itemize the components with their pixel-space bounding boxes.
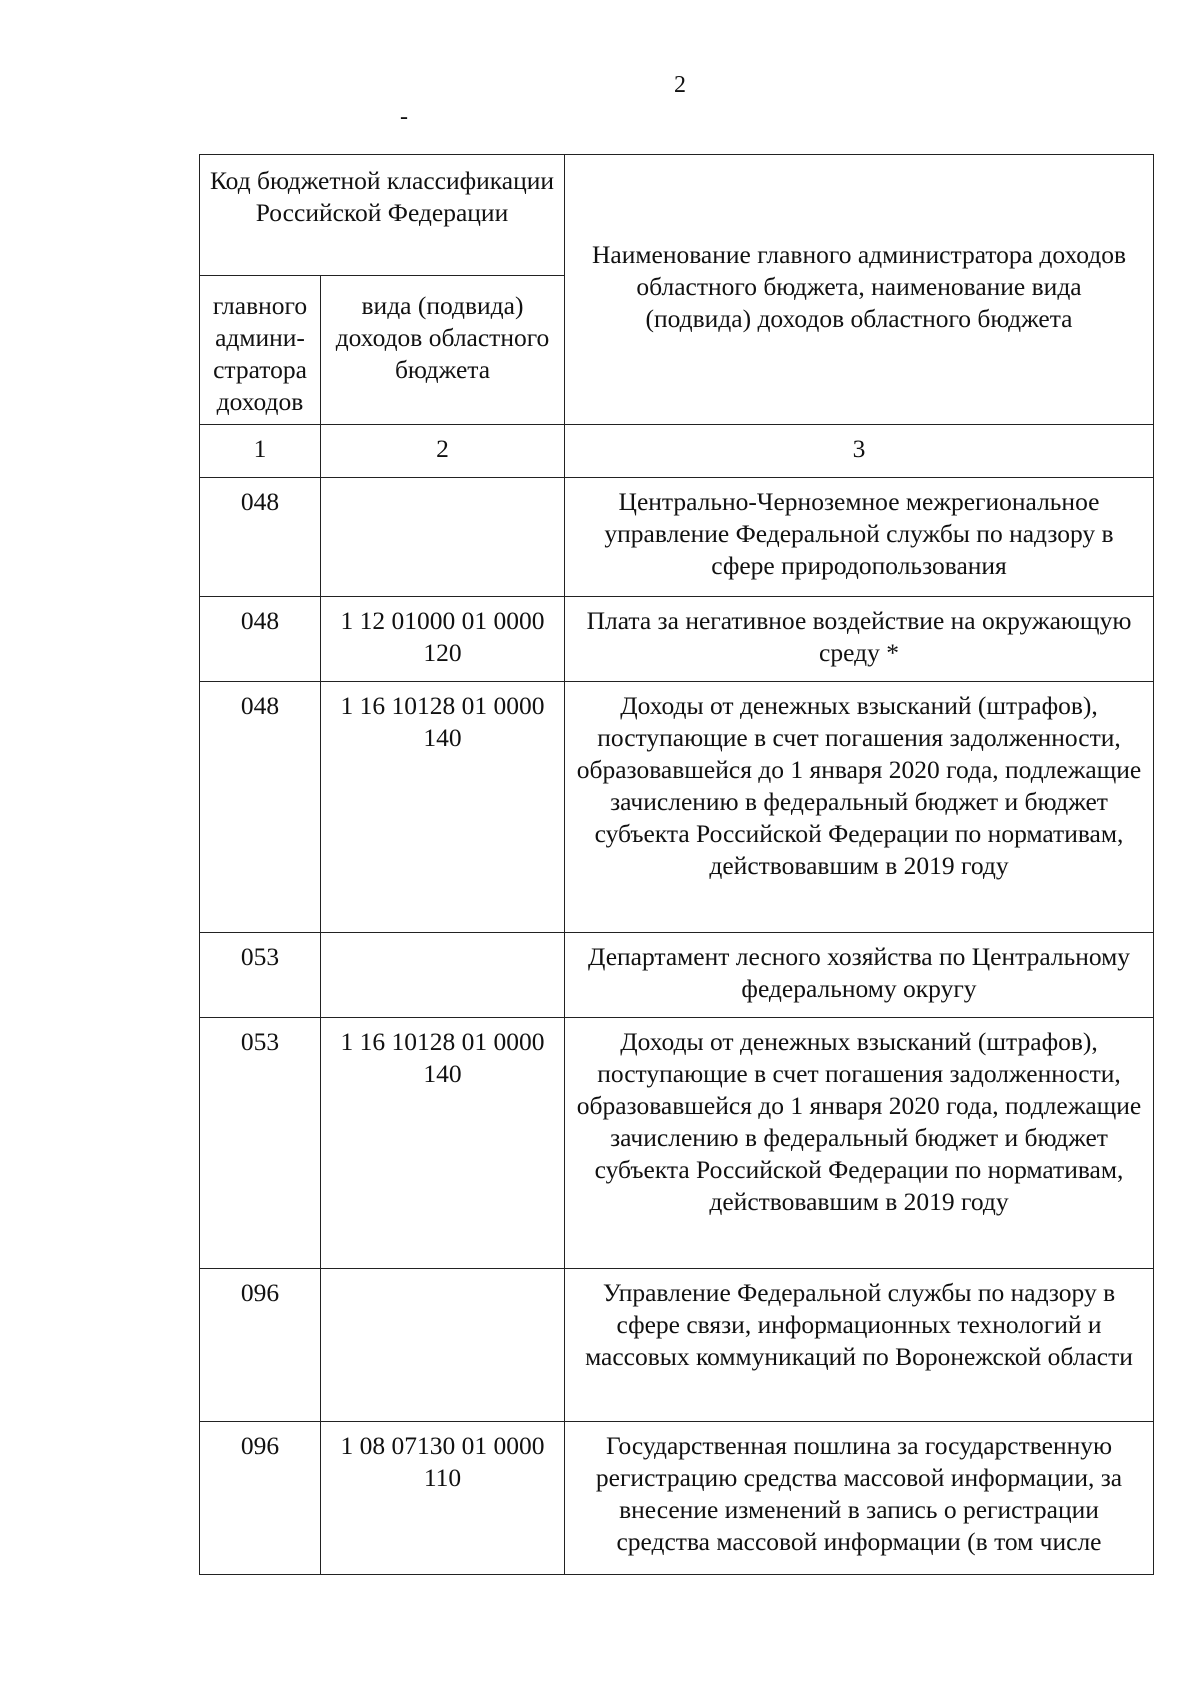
income-code-cell: 1 12 01000 01 0000 120 (321, 597, 565, 682)
admin-code-cell: 048 (200, 682, 321, 933)
header-budget-code-group: Код бюджетной классификации Российской Федерации (200, 155, 565, 276)
income-name-cell: Департамент лесного хозяйства по Центральному федеральному округу (565, 933, 1154, 1018)
header-admin-column: главного админи-стратора доходов (200, 276, 321, 425)
column-number-3: 3 (565, 425, 1154, 478)
table-row (200, 933, 1154, 1018)
income-name-cell: Центрально-Черноземное межрегиональное управление Федеральной службы по надзору в сфере природопользования (565, 478, 1154, 597)
income-code-cell: 1 16 10128 01 0000 140 (321, 1018, 565, 1269)
income-name-cell: Доходы от денежных взысканий (штрафов), поступающие в счет погашения задолженности, образовавшейся до 1 января 2020 года, подлежащие зачислению в федеральный бюджет и бюджет субъекта Российской Федерации по нормативам, действовавшим в 2019 году (565, 682, 1154, 933)
admin-code-cell: 048 (200, 478, 321, 597)
admin-code-cell: 096 (200, 1269, 321, 1422)
income-code-cell: 1 08 07130 01 0000 110 (321, 1422, 565, 1575)
income-name-cell: Плата за негативное воздействие на окружающую среду * (565, 597, 1154, 682)
income-code-cell (321, 1269, 565, 1422)
income-code-cell (321, 933, 565, 1018)
table-row (200, 1269, 1154, 1422)
column-number-1: 1 (200, 425, 321, 478)
table-row (200, 1422, 1154, 1575)
income-name-cell: Доходы от денежных взысканий (штрафов), поступающие в счет погашения задолженности, образовавшейся до 1 января 2020 года, подлежащие зачислению в федеральный бюджет и бюджет субъекта Российской Федерации по нормативам, действовавшим в 2019 году (565, 1018, 1154, 1269)
table-row (200, 597, 1154, 682)
table-row (200, 478, 1154, 597)
income-name-cell: Управление Федеральной службы по надзору в сфере связи, информационных технологий и массовых коммуникаций по Воронежской области (565, 1269, 1154, 1422)
revenue-classification-table (199, 154, 1154, 1575)
page-number: 2 (674, 72, 686, 98)
table-row (200, 1018, 1154, 1269)
admin-code-cell: 053 (200, 933, 321, 1018)
table-row (200, 682, 1154, 933)
admin-code-cell: 053 (200, 1018, 321, 1269)
header-row (200, 155, 1154, 276)
income-name-cell: Государственная пошлина за государственную регистрацию средства массовой информации, за внесение изменений в запись о регистрации средства массовой информации (в том числе (565, 1422, 1154, 1575)
admin-code-cell: 096 (200, 1422, 321, 1575)
dash-mark: - (400, 104, 408, 130)
header-name-column: Наименование главного администратора доходов областного бюджета, наименование вида (подвида) доходов областного бюджета (565, 155, 1154, 425)
admin-code-cell: 048 (200, 597, 321, 682)
income-code-cell (321, 478, 565, 597)
income-code-cell: 1 16 10128 01 0000 140 (321, 682, 565, 933)
column-number-2: 2 (321, 425, 565, 478)
header-kind-column: вида (подвида) доходов областного бюджета (321, 276, 565, 425)
column-number-row (200, 425, 1154, 478)
